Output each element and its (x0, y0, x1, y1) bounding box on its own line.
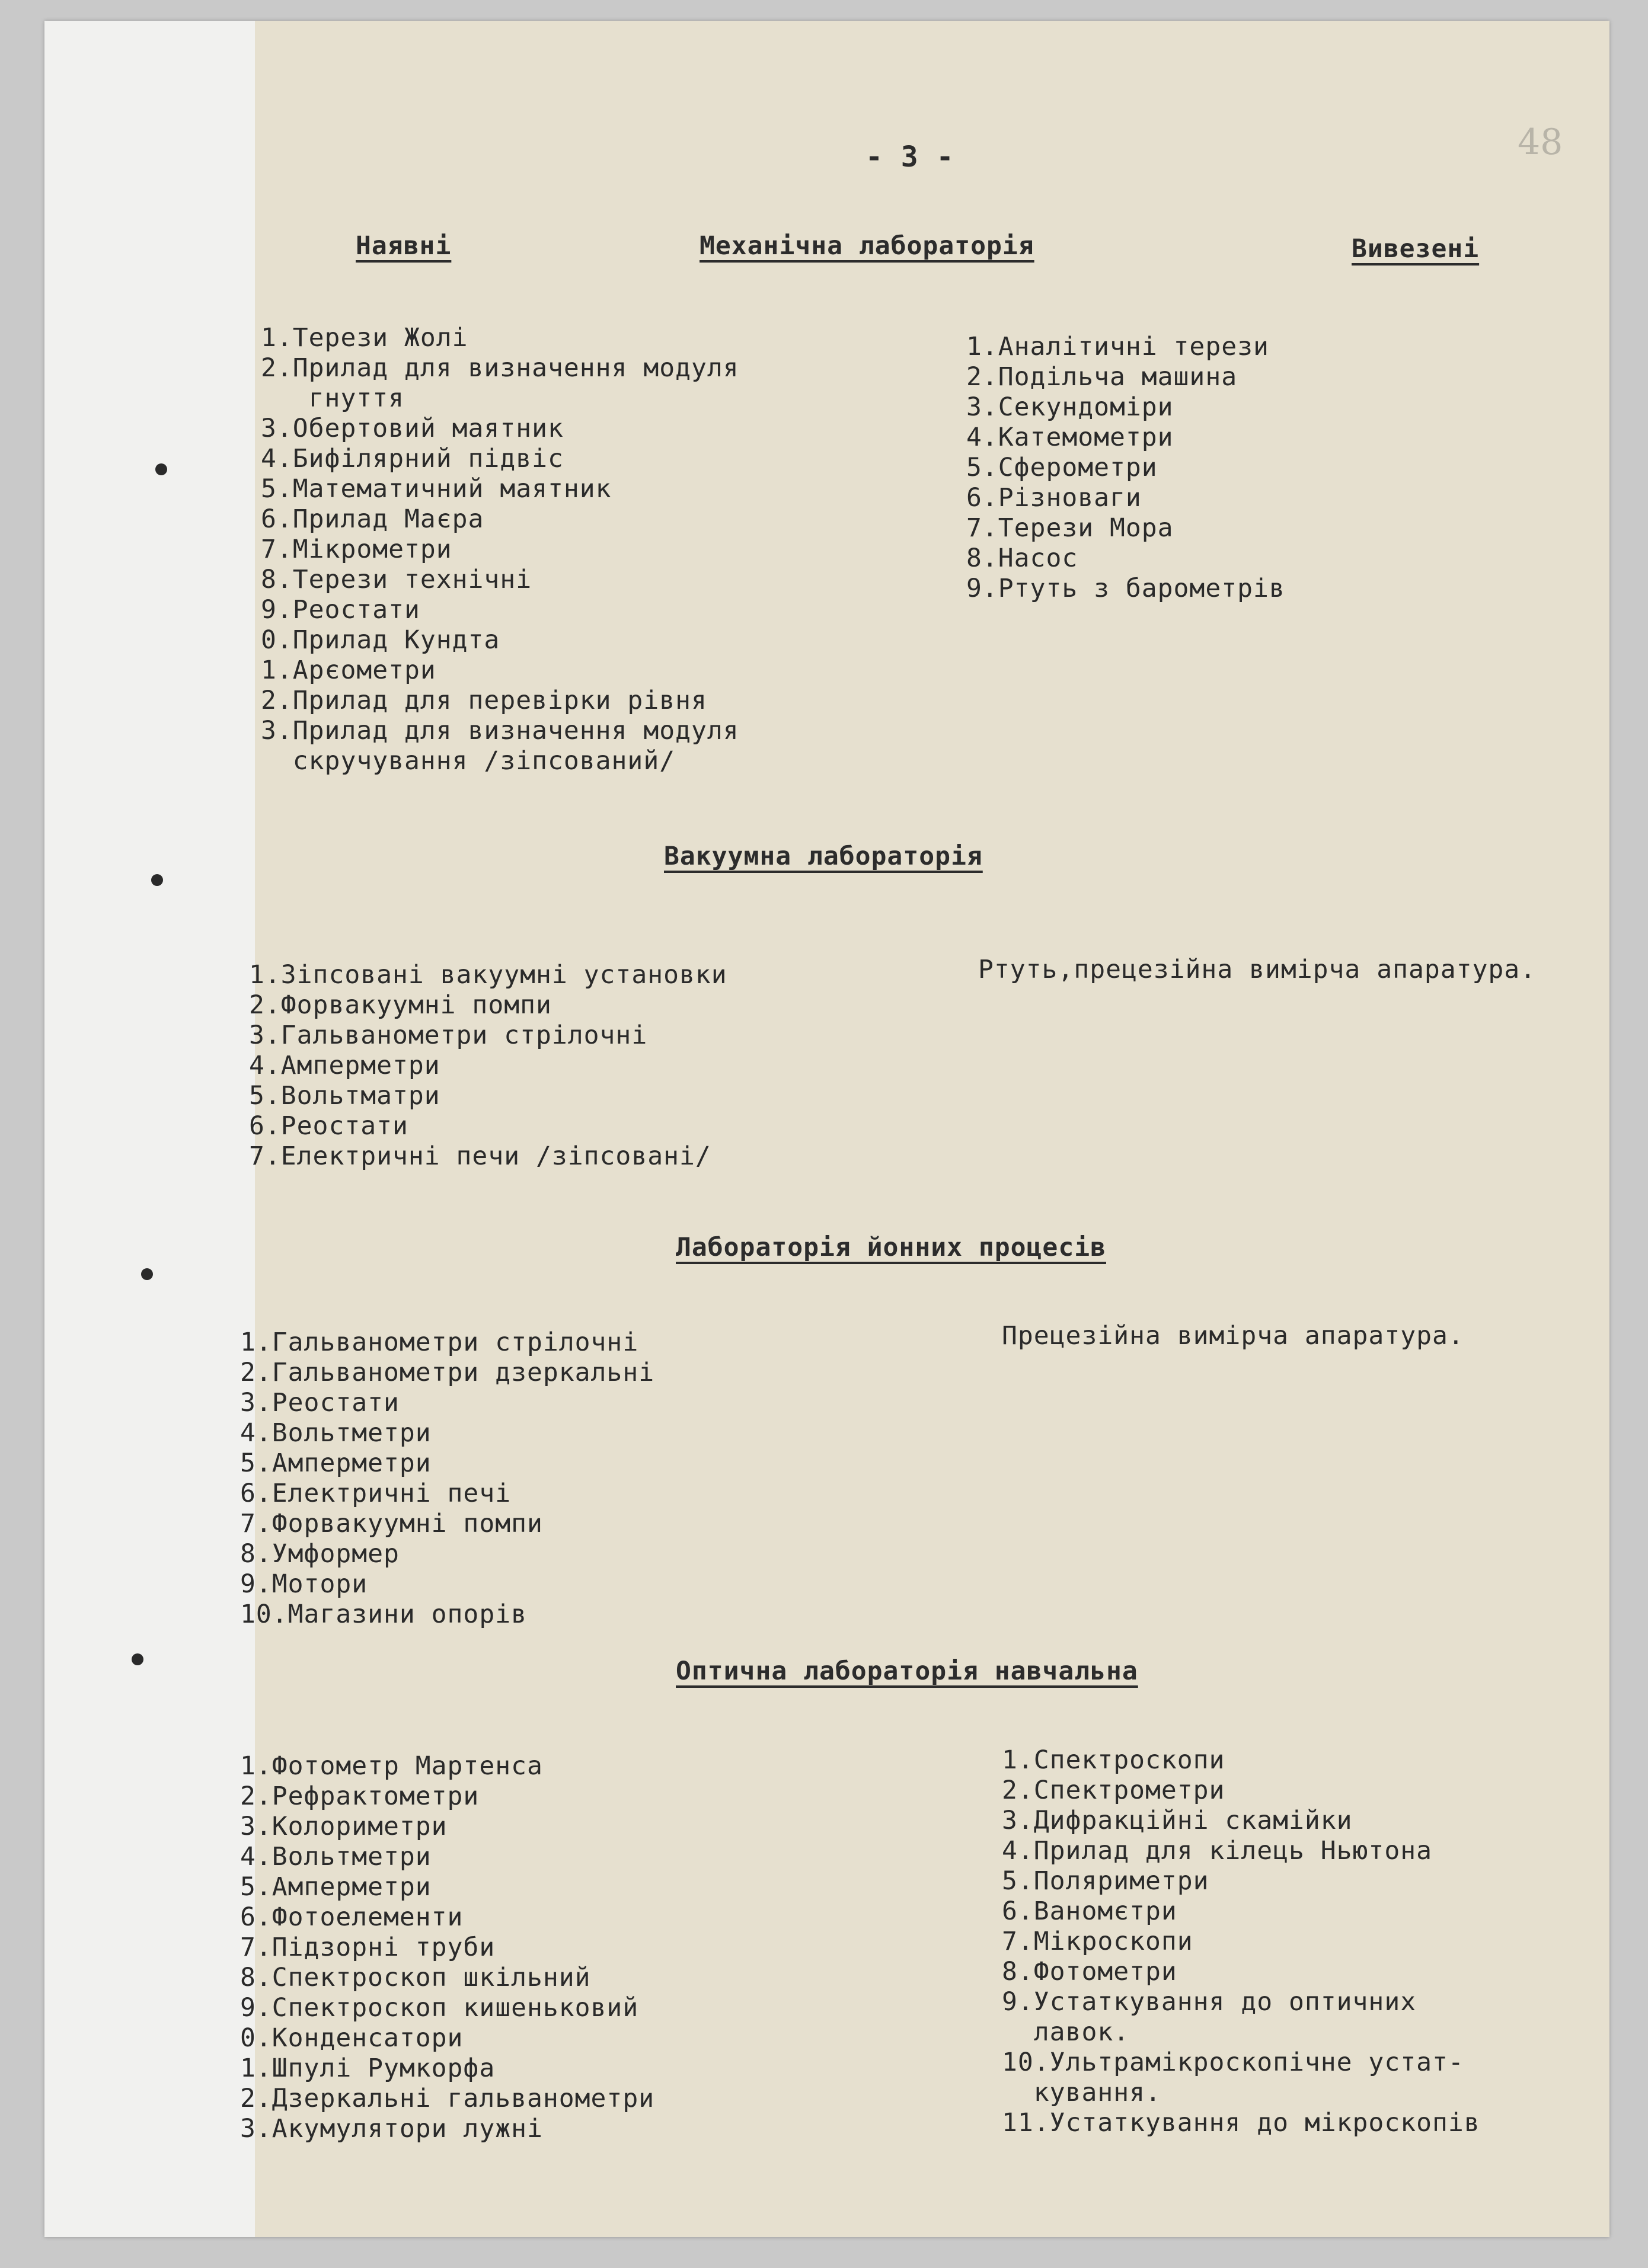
list-item: 5.Вольтматри (249, 1081, 440, 1111)
list-item: 3.Секундоміри (966, 392, 1174, 422)
list-item: 2.Форвакуумні помпи (249, 990, 552, 1020)
list-item: 2.Дзеркальні гальванометри (240, 2084, 655, 2113)
list-item: 10.Магазини опорів (240, 1600, 527, 1629)
vacuum-present-list (249, 960, 727, 1172)
mechanical-removed-list (966, 332, 1285, 604)
list-item: 7.Електричні печи /зіпсовані/ (249, 1141, 711, 1171)
list-item: 1.Зіпсовані вакуумні установки (249, 960, 727, 990)
list-item: 0.Прилад Кундта (261, 625, 500, 655)
list-item: 10.Ультрамікроскопічне устат- (1002, 2048, 1464, 2077)
list-item: 4.Бифілярний підвіс (261, 444, 564, 474)
list-item: 1.Шпулі Румкорфа (240, 2053, 496, 2083)
list-item: 2.Прилад для визначення модуля (261, 353, 739, 383)
list-item: 1.Арєометри (261, 655, 436, 685)
list-item: 8.Насос (966, 543, 1078, 573)
section-title-ion-processes: Лабораторія йонних процесів (676, 1233, 1106, 1262)
list-item: 5.Поляриметри (1002, 1866, 1209, 1896)
list-item: 3.Обертовий маятник (261, 414, 564, 443)
list-item: 7.Форвакуумні помпи (240, 1509, 543, 1538)
list-item: 3.Акумулятори лужні (240, 2114, 543, 2144)
list-item: 4.Амперметри (249, 1051, 440, 1080)
list-item: 6.Фотоелементи (240, 1902, 464, 1932)
list-item: скручування /зіпсований/ (261, 746, 676, 776)
list-item: 8.Терези технічні (261, 565, 532, 594)
list-item: 4.Прилад для кілець Ньютона (1002, 1836, 1432, 1866)
list-item: 7.Мікрометри (261, 535, 452, 564)
list-item: 3.Гальванометри стрілочні (249, 1021, 648, 1050)
list-item: 5.Амперметри (240, 1872, 432, 1902)
column-header-present: Наявні (356, 231, 452, 261)
list-item: гнуття (261, 383, 404, 413)
list-item: 8.Умформер (240, 1539, 400, 1569)
list-item: 11.Устаткування до мікроскопів (1002, 2108, 1480, 2138)
list-item: 6.Електричні печі (240, 1479, 512, 1508)
list-item: 2.Подільча машина (966, 362, 1238, 392)
list-item: 5.Сферометри (966, 453, 1158, 482)
list-item: 2.Спектрометри (1002, 1776, 1225, 1805)
list-item: 8.Спектроскоп шкільний (240, 1963, 591, 1992)
list-item: 9.Реостати (261, 595, 420, 625)
list-item: 2.Прилад для перевірки рівня (261, 686, 707, 715)
list-item: 6.Ваномєтри (1002, 1896, 1177, 1926)
list-item: 7.Мікроскопи (1002, 1927, 1193, 1956)
list-item: 6.Реостати (249, 1111, 408, 1141)
punch-hole (132, 1653, 143, 1665)
optical-removed-list (1002, 1745, 1480, 2138)
list-item: 3.Реостати (240, 1388, 400, 1418)
list-item: 4.Вольтметри (240, 1842, 432, 1872)
list-item: 1.Аналітичні терези (966, 332, 1269, 362)
vacuum-removed-note: Ртуть,прецезійна вимірча апаратура. (978, 955, 1537, 984)
binding-strip (44, 21, 255, 2237)
ion-present-list (240, 1327, 654, 1630)
punch-hole (151, 874, 163, 886)
column-header-removed: Вивезені (1352, 234, 1480, 264)
list-item: 1.Фотометр Мартенса (240, 1751, 543, 1781)
list-item: 2.Рефрактометри (240, 1781, 480, 1811)
section-title-vacuum: Вакуумна лабораторія (664, 842, 983, 871)
page-number: - 3 - (865, 140, 954, 174)
ion-removed-note: Прецезійна вимірча апаратура. (1002, 1321, 1464, 1351)
list-item: 9.Спектроскоп кишеньковий (240, 1993, 639, 2023)
list-item: 1.Спектроскопи (1002, 1745, 1225, 1775)
section-title-mechanical: Механічна лабораторія (700, 231, 1034, 261)
list-item: 2.Гальванометри дзеркальні (240, 1358, 655, 1387)
list-item: 1.Терези Жолі (261, 323, 468, 353)
list-item: 4.Катемометри (966, 423, 1174, 452)
list-item: 6.Різноваги (966, 483, 1142, 513)
list-item: кування. (1002, 2078, 1161, 2107)
list-item: лавок. (1002, 2017, 1130, 2047)
section-title-optical: Оптична лабораторія навчальна (676, 1656, 1138, 1686)
punch-hole (155, 463, 167, 475)
list-item: 3.Дифракційні скамійки (1002, 1806, 1353, 1835)
list-item: 0.Конденсатори (240, 2023, 464, 2053)
list-item: 7.Підзорні труби (240, 1933, 496, 1962)
list-item: 9.Мотори (240, 1569, 368, 1599)
list-item: 3.Колориметри (240, 1812, 448, 1841)
list-item: 8.Фотометри (1002, 1957, 1177, 1987)
list-item: 9.Ртуть з барометрів (966, 574, 1285, 603)
mechanical-present-list (261, 323, 739, 776)
list-item: 4.Вольтметри (240, 1418, 432, 1448)
list-item: 6.Прилад Маєра (261, 504, 484, 534)
archive-number: 48 (1518, 121, 1563, 163)
list-item: 7.Терези Мора (966, 513, 1174, 543)
punch-hole (141, 1268, 153, 1280)
list-item: 3.Прилад для визначення модуля (261, 716, 739, 746)
list-item: 1.Гальванометри стрілочні (240, 1327, 639, 1357)
list-item: 9.Устаткування до оптичних (1002, 1987, 1417, 2017)
optical-present-list (240, 1751, 654, 2144)
list-item: 5.Амперметри (240, 1448, 432, 1478)
list-item: 5.Математичний маятник (261, 474, 612, 504)
